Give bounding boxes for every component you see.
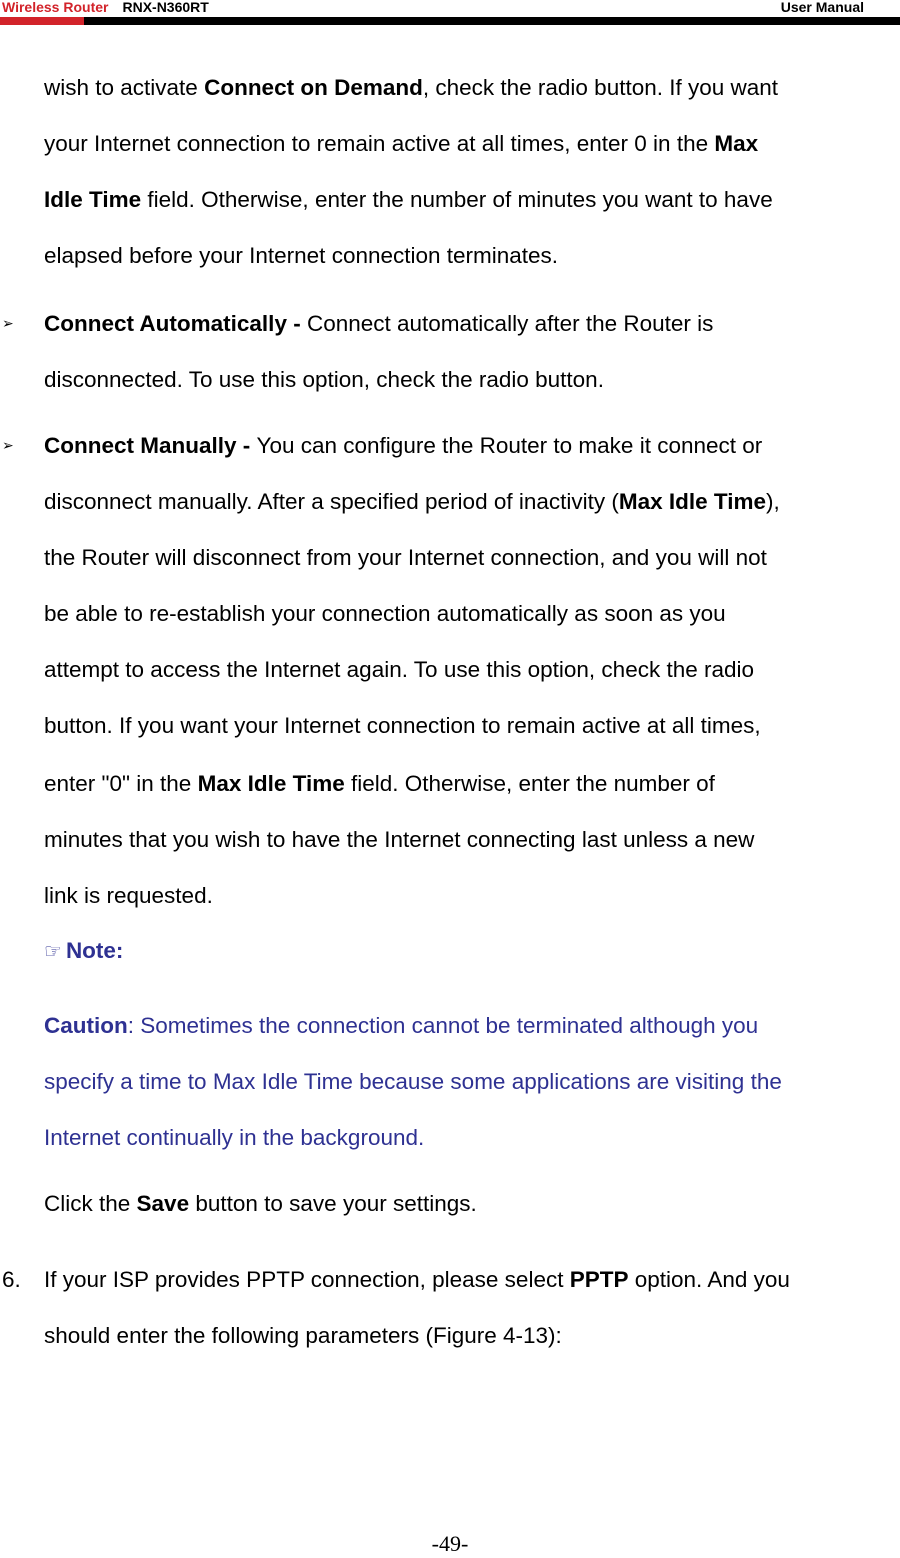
page-number: -49- [431, 1531, 469, 1556]
para1-line-2: your Internet connection to remain active at all times, enter 0 in the Max [44, 131, 759, 156]
header-brand: Wireless Router [2, 0, 109, 15]
para1-line-3: Idle Time field. Otherwise, enter the number of minutes you want to have [44, 187, 773, 212]
bullet-manual-line-1: Connect Manually - You can configure the Router to make it connect or [44, 433, 763, 458]
bullet-manual-line-5: attempt to access the Internet again. To use this option, check the radio [44, 657, 755, 682]
pointing-hand-icon: ☞ [44, 939, 62, 963]
bullet-manual-line-8: minutes that you wish to have the Internet connecting last unless a new [44, 827, 755, 852]
page-header [0, 0, 900, 26]
header-left [2, 0, 209, 15]
para1-line-1: wish to activate Connect on Demand, check the radio button. If you want [44, 75, 779, 100]
arrow-bullet-icon: ➢ [2, 438, 14, 454]
term-connect-on-demand: Connect on Demand [204, 75, 423, 100]
term-save: Save [136, 1191, 190, 1216]
step6-line-1: If your ISP provides PPTP connection, please select PPTP option. And you [44, 1267, 790, 1292]
note-heading: ☞ Note: [44, 938, 124, 963]
bullet-manual-line-3: the Router will disconnect from your Internet connection, and you will not [44, 545, 767, 570]
note-line-2: specify a time to Max Idle Time because some applications are visiting the [44, 1069, 782, 1094]
step-number: 6. [2, 1267, 21, 1292]
header-model: RNX-N360RT [122, 0, 209, 15]
note-line-3: Internet continually in the background. [44, 1125, 425, 1150]
para1-line-4: elapsed before your Internet connection terminates. [44, 243, 559, 268]
bullet-auto-line-2: disconnected. To use this option, check the radio button. [44, 367, 604, 392]
arrow-bullet-icon: ➢ [2, 316, 14, 332]
step6-line-2: should enter the following parameters (Figure 4-13): [44, 1323, 562, 1348]
term-pptp: PPTP [569, 1267, 629, 1292]
note-line-1: Caution: Sometimes the connection cannot be terminated although you [44, 1013, 759, 1038]
save-instruction: Click the Save button to save your settings. [44, 1191, 477, 1216]
header-rule-accent [0, 17, 84, 25]
bullet-manual-line-9: link is requested. [44, 883, 213, 908]
bullet-manual-line-7: enter "0" in the Max Idle Time field. Otherwise, enter the number of [44, 771, 715, 796]
bullet-manual-line-6: button. If you want your Internet connection to remain active at all times, [44, 713, 761, 738]
header-rule [84, 17, 900, 25]
bullet-manual-line-2: disconnect manually. After a specified period of inactivity (Max Idle Time), [44, 489, 780, 514]
header-doc-title: User Manual [780, 0, 864, 15]
bullet-auto-line-1: Connect Automatically - Connect automatically after the Router is [44, 311, 714, 336]
bullet-manual-line-4: be able to re-establish your connection automatically as soon as you [44, 601, 726, 626]
